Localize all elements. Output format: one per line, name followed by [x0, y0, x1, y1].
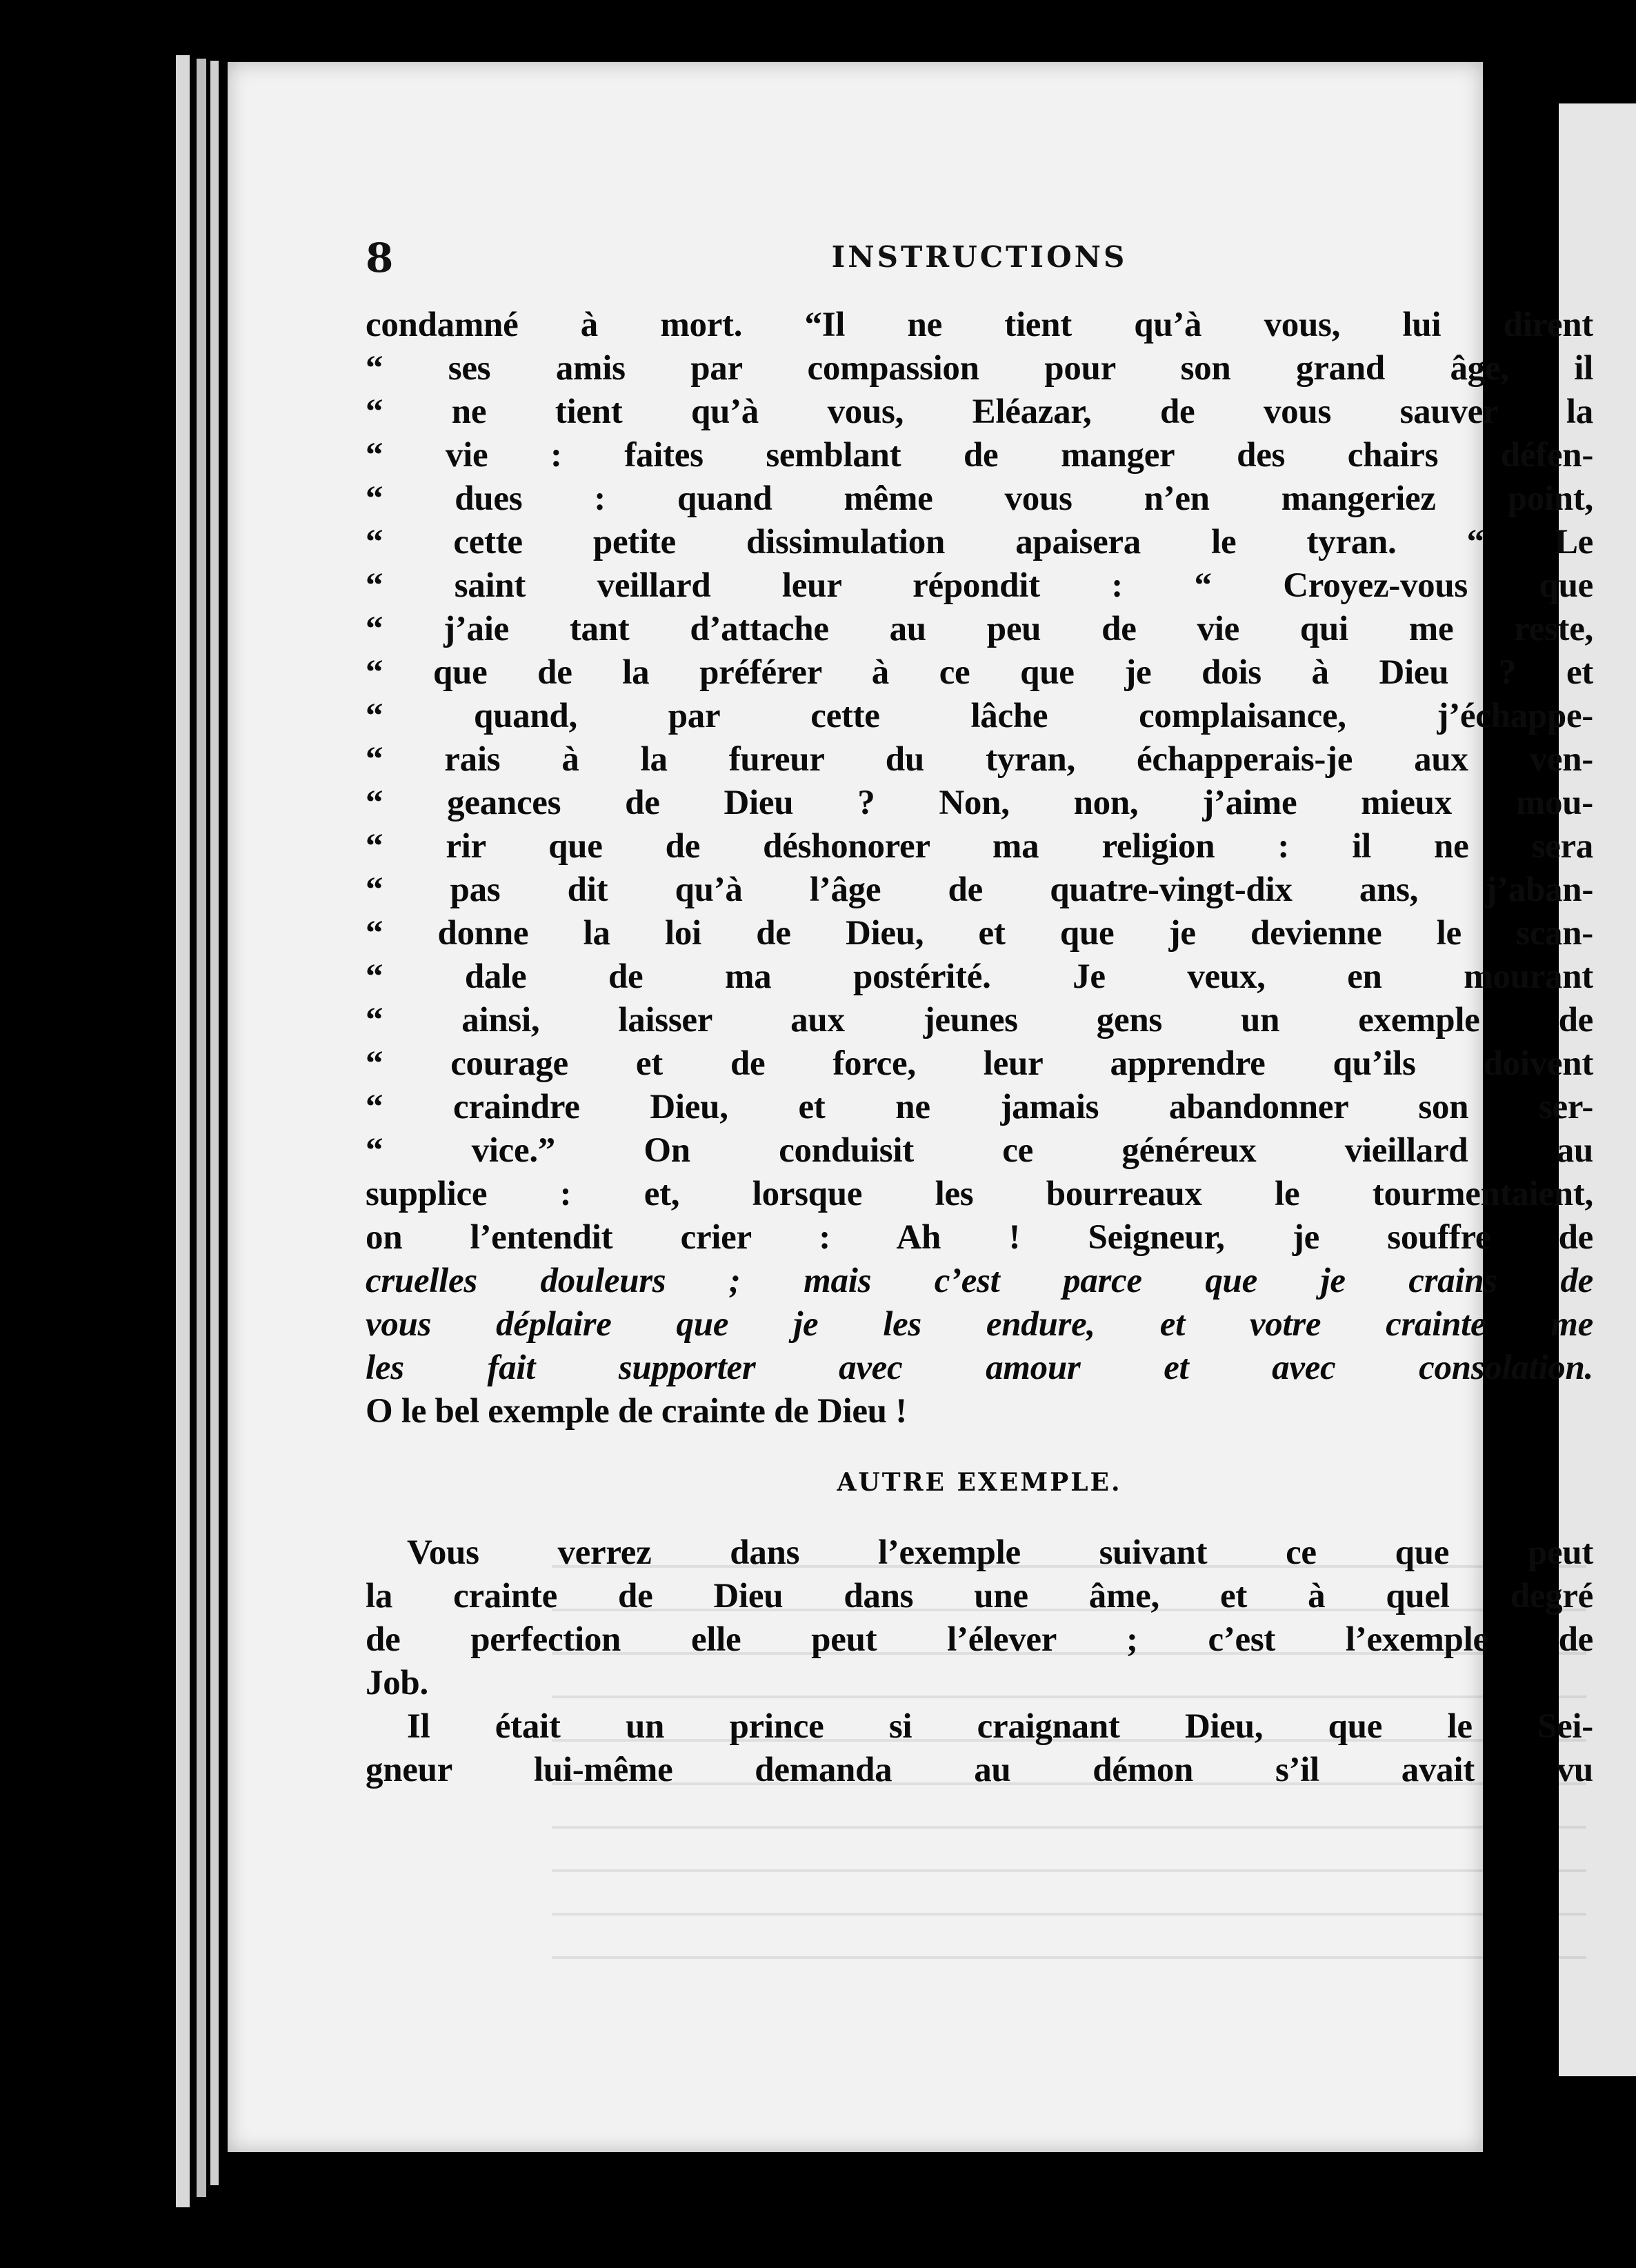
text-line: “ saint veillard leur répondit : “ Croyez-vous que — [366, 566, 1593, 605]
text-line: vous déplaire que je les endure, et votre crainte me — [366, 1305, 1593, 1344]
text-line: “ ses amis par compassion pour son grand âge, il — [366, 349, 1593, 388]
text-line: Il était un prince si craignant Dieu, que le Sei- — [407, 1707, 1593, 1746]
page-number: 8 — [366, 235, 394, 281]
gap — [366, 1433, 1593, 1458]
text-line: “ courage et de force, leur apprendre qu’ils doivent — [366, 1044, 1593, 1083]
text-line: “ dues : quand même vous n’en mangeriez point, — [366, 479, 1593, 518]
book-page — [228, 62, 1593, 2152]
running-title: INSTRUCTIONS — [831, 240, 1128, 274]
text-line: supplice : et, lorsque les bourreaux le tourmentaient, — [366, 1175, 1593, 1213]
text-line: “ cette petite dissimulation apaisera le tyran. “ Le — [366, 523, 1593, 561]
text-line: la crainte de Dieu dans une âme, et à quel degré — [366, 1577, 1593, 1615]
text-line: “ quand, par cette lâche complaisance, j’échappe- — [366, 697, 1593, 735]
body-text — [366, 304, 1593, 1792]
text-line: Job. — [366, 1664, 428, 1702]
page-edge-2 — [197, 59, 206, 2197]
text-line: “ que de la préférer à ce que je dois à Dieu ? et — [366, 653, 1593, 692]
subheading: AUTRE EXEMPLE. — [837, 1468, 1122, 1497]
page-header — [366, 235, 1593, 290]
text-line: les fait supporter avec amour et avec consolation. — [366, 1349, 1593, 1387]
text-line: “ geances de Dieu ? Non, non, j’aime mieux mou- — [366, 784, 1593, 822]
text-block-2 — [366, 1531, 1593, 1792]
text-line: “ vie : faites semblant de manger des chairs défen- — [366, 436, 1593, 475]
text-line: cruelles douleurs ; mais c’est parce que je crains de — [366, 1262, 1593, 1300]
text-line: “ pas dit qu’à l’âge de quatre-vingt-dix ans, j’aban- — [366, 871, 1593, 909]
text-line: “ rir que de déshonorer ma religion : il ne sera — [366, 827, 1593, 866]
text-line: “ ne tient qu’à vous, Eléazar, de vous sauver la — [366, 392, 1593, 431]
text-line: on l’entendit crier : Ah ! Seigneur, je souffre de — [366, 1218, 1593, 1257]
text-line: “ j’aie tant d’attache au peu de vie qui me reste, — [366, 610, 1593, 648]
text-line: “ donne la loi de Dieu, et que je devienne le scan- — [366, 914, 1593, 953]
page-edge-1 — [176, 55, 190, 2207]
text-line: “ rais à la fureur du tyran, échapperais-je aux ven- — [366, 740, 1593, 779]
text-line: “ dale de ma postérité. Je veux, en mourant — [366, 957, 1593, 996]
text-line: Vous verrez dans l’exemple suivant ce que peut — [407, 1533, 1593, 1572]
page-edge-3 — [210, 61, 219, 2185]
text-line: “ ainsi, laisser aux jeunes gens un exemple de — [366, 1001, 1593, 1040]
text-line: “ vice.” On conduisit ce généreux vieillard au — [366, 1131, 1593, 1170]
text-line: de perfection elle peut l’élever ; c’est l’exemple de — [366, 1620, 1593, 1659]
gap — [366, 1506, 1593, 1531]
text-line: condamné à mort. “Il ne tient qu’à vous, lui dirent — [366, 306, 1593, 344]
text-line: gneur lui-même demanda au démon s’il avait vu — [366, 1751, 1593, 1789]
text-line: O le bel exemple de crainte de Dieu ! — [366, 1392, 907, 1431]
text-block-1 — [366, 304, 1593, 1433]
text-line: “ craindre Dieu, et ne jamais abandonner son ser- — [366, 1088, 1593, 1126]
